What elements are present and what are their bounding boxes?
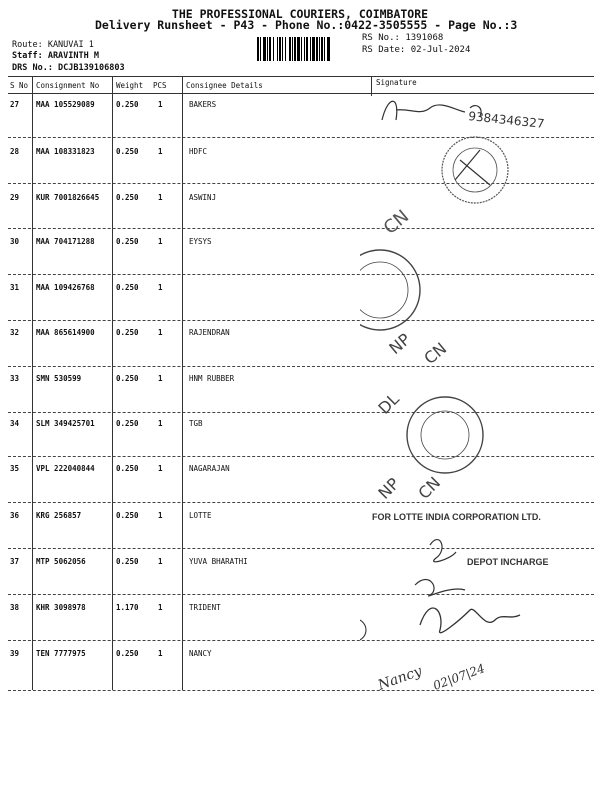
row-consignee: TGB — [189, 419, 203, 428]
header-signature: Signature — [376, 78, 417, 87]
row-consignee: NANCY — [189, 649, 212, 658]
runsheet-line: Delivery Runsheet - P43 - Phone No.:0422-3505555 - Page No.:3 — [95, 18, 518, 32]
row-consignment-no: KUR 7001826645 — [36, 193, 100, 202]
row-consignment-no: MAA 865614900 — [36, 328, 95, 337]
row-consignment-no: MAA 109426768 — [36, 283, 95, 292]
row-pcs: 1 — [158, 237, 163, 246]
row-consignee: HDFC — [189, 147, 208, 156]
column-divider — [32, 76, 33, 690]
row-weight: 0.250 — [116, 511, 139, 520]
row-consignee: ASWINJ — [189, 193, 217, 202]
row-sno: 27 — [10, 100, 20, 109]
row-weight: 1.170 — [116, 603, 139, 612]
row-pcs: 1 — [158, 603, 163, 612]
row-consignee: HNM RUBBER — [189, 374, 235, 383]
row-weight: 0.250 — [116, 283, 139, 292]
header-consignment: Consignment No — [36, 81, 100, 90]
staff-label: Staff: ARAVINTH M — [12, 51, 99, 61]
svg-text:Nancy: Nancy — [375, 663, 425, 694]
row-weight: 0.250 — [116, 464, 139, 473]
row-sno: 30 — [10, 237, 20, 246]
rs-date: RS Date: 02-Jul-2024 — [362, 45, 471, 55]
header-weight: Weight — [116, 81, 144, 90]
route-label: Route: KANUVAI 1 — [12, 40, 94, 50]
row-consignee: TRIDENT — [189, 603, 221, 612]
header-consignee: Consignee Details — [186, 81, 263, 90]
row-sno: 33 — [10, 374, 20, 383]
row-consignment-no: MAA 108331823 — [36, 147, 95, 156]
row-weight: 0.250 — [116, 147, 139, 156]
row-consignee: BAKERS — [189, 100, 217, 109]
row-sno: 39 — [10, 649, 20, 658]
svg-text:CN: CN — [420, 338, 451, 369]
row-consignment-no: KHR 3098978 — [36, 603, 86, 612]
row-pcs: 1 — [158, 147, 163, 156]
row-consignment-no: MAA 704171288 — [36, 237, 95, 246]
row-weight: 0.250 — [116, 557, 139, 566]
rs-number: RS No.: 1391068 — [362, 33, 444, 43]
row-sno: 35 — [10, 464, 20, 473]
row-pcs: 1 — [158, 100, 163, 109]
row-consignment-no: KRG 256857 — [36, 511, 82, 520]
signatures-and-stamps — [360, 90, 600, 700]
svg-text:CN: CN — [379, 206, 414, 239]
row-consignee: RAJENDRAN — [189, 328, 230, 337]
row-pcs: 1 — [158, 193, 163, 202]
row-consignee: LOTTE — [189, 511, 212, 520]
row-sno: 36 — [10, 511, 20, 520]
depot-incharge-stamp: DEPOT INCHARGE — [467, 557, 549, 567]
row-weight: 0.250 — [116, 100, 139, 109]
row-consignee: YUVA BHARATHI — [189, 557, 248, 566]
svg-text:NP: NP — [385, 329, 415, 359]
svg-text:CN: CN — [414, 473, 445, 503]
row-weight: 0.250 — [116, 328, 139, 337]
runsheet-barcode — [257, 37, 355, 61]
row-sno: 32 — [10, 328, 20, 337]
row-sno: 37 — [10, 557, 20, 566]
row-consignment-no: SMN 530599 — [36, 374, 82, 383]
svg-text:9384346327: 9384346327 — [467, 109, 546, 131]
row-sno: 38 — [10, 603, 20, 612]
row-pcs: 1 — [158, 649, 163, 658]
row-sno: 29 — [10, 193, 20, 202]
svg-text:NP: NP — [374, 474, 404, 503]
drs-number: DRS No.: DCJB139106803 — [12, 63, 125, 73]
lotte-company-stamp: FOR LOTTE INDIA CORPORATION LTD. — [372, 512, 541, 522]
row-sno: 34 — [10, 419, 20, 428]
row-consignee: NAGARAJAN — [189, 464, 230, 473]
row-consignment-no: TEN 7777975 — [36, 649, 86, 658]
row-consignment-no: MTP 5062056 — [36, 557, 86, 566]
column-divider — [112, 76, 113, 690]
table-top-border — [8, 76, 594, 77]
row-consignee: EYSYS — [189, 237, 212, 246]
company-title: THE PROFESSIONAL COURIERS, COIMBATORE — [171, 7, 429, 21]
header-pcs: PCS — [153, 81, 167, 90]
row-weight: 0.250 — [116, 193, 139, 202]
column-divider — [182, 76, 183, 690]
row-consignment-no: VPL 222040844 — [36, 464, 95, 473]
svg-text:02|07|24: 02|07|24 — [431, 661, 487, 693]
row-pcs: 1 — [158, 328, 163, 337]
row-weight: 0.250 — [116, 419, 139, 428]
row-pcs: 1 — [158, 464, 163, 473]
row-weight: 0.250 — [116, 374, 139, 383]
svg-text:DL: DL — [374, 389, 403, 418]
row-weight: 0.250 — [116, 649, 139, 658]
row-pcs: 1 — [158, 419, 163, 428]
row-sno: 31 — [10, 283, 20, 292]
row-weight: 0.250 — [116, 237, 139, 246]
row-pcs: 1 — [158, 557, 163, 566]
row-sno: 28 — [10, 147, 20, 156]
row-pcs: 1 — [158, 374, 163, 383]
header-sno: S No — [10, 81, 29, 90]
row-consignment-no: SLM 349425701 — [36, 419, 95, 428]
row-consignment-no: MAA 105529089 — [36, 100, 95, 109]
row-pcs: 1 — [158, 283, 163, 292]
row-pcs: 1 — [158, 511, 163, 520]
